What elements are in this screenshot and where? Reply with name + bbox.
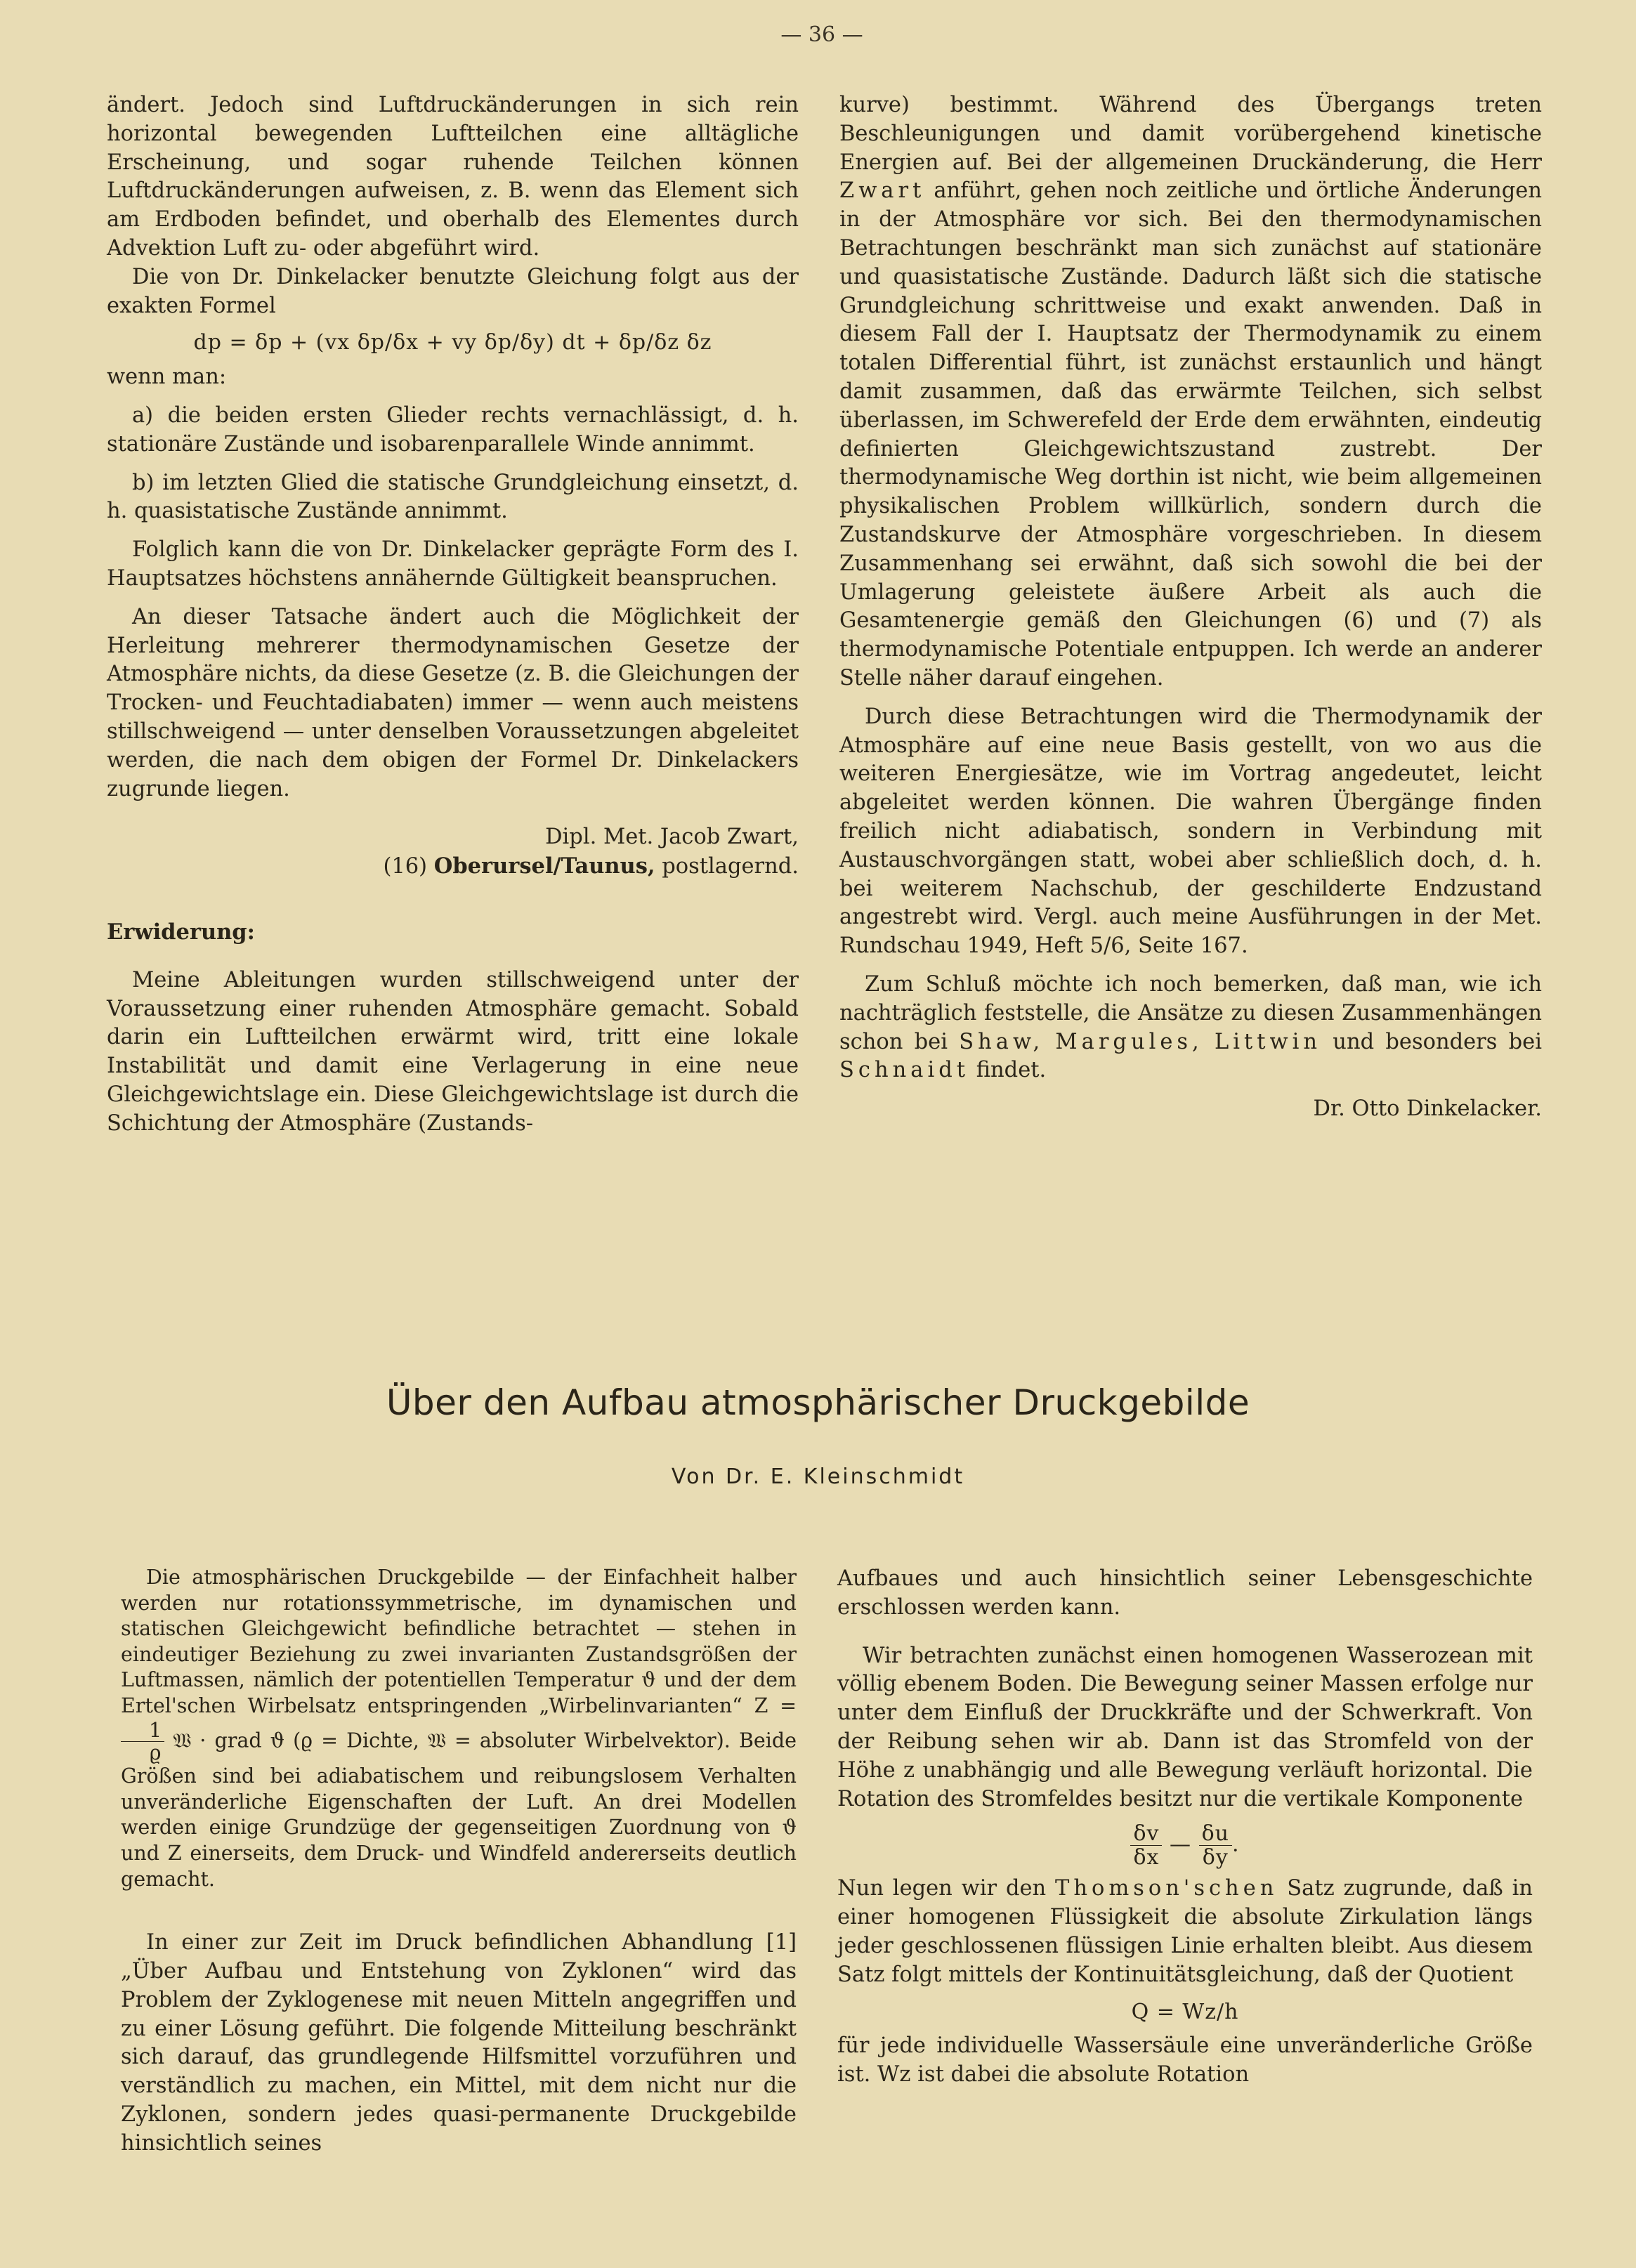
signature-dinkelacker: Dr. Otto Dinkelacker.: [1313, 1096, 1542, 1122]
paragraph: a) die beiden ersten Glieder rechts vernachlässigt, d. h. stationäre Zustände und isobarenparallele Winde annimmt.: [107, 402, 799, 457]
paragraph: Durch diese Betrachtungen wird die Thermodynamik der Atmosphäre auf eine neue Basis gestellt, von wo aus die weiteren Energiesätze, wie im Vortrag angedeutet, leicht abgeleitet werden können. Die wahren Übergänge finden freilich nicht adiabatisch, sondern in Verbindung mit Austauschvorgängen statt, wobei aber schließlich doch, d. h. bei weiterem Nachschub, der geschilderte Endzustand angestrebt wird. Vergl. auch meine Ausführungen in der Met. Rundschau 1949, Heft 5/6, Seite 167.: [839, 704, 1542, 959]
text: und besonders bei: [1333, 1029, 1542, 1054]
column-top-left: [107, 91, 799, 1139]
article-title: Über den Aufbau atmosphärischer Druckgebilde: [386, 1382, 1250, 1423]
signature-post: postlagernd.: [662, 854, 799, 879]
paragraph: Folglich kann die von Dr. Dinkelacker geprägte Form des I. Hauptsatzes höchstens annähernde Gültigkeit beanspruchen.: [107, 537, 799, 591]
text: Nun legen wir den: [837, 1876, 1047, 1901]
name-margules: Margules,: [1055, 1029, 1203, 1054]
name-schnaidt: Schnaidt: [839, 1058, 969, 1083]
paragraph: b) im letzten Glied die statische Grundgleichung einsetzt, d. h. quasistatische Zustände annimmt.: [107, 470, 799, 524]
reply-heading: Erwiderung:: [107, 919, 255, 945]
signature-zwart: Dipl. Met. Jacob Zwart,: [545, 825, 799, 850]
signature-place: Oberursel/Taunus,: [433, 853, 655, 879]
paragraph: wenn man:: [107, 365, 227, 390]
name-thomson: Thomson'schen: [1055, 1876, 1278, 1901]
column-bottom-right: [837, 1565, 1533, 2090]
paragraph: Wir betrachten zunächst einen homogenen Wasserozean mit völlig ebenem Boden. Die Bewegung seiner Massen erfolge nur unter dem Einfluß der Druckkräfte und der Schwerkraft. Von der Reibung sehen wir ab. Dann ist das Stromfeld von der Höhe z unabhängig und alle Bewegung verläuft horizontal. Die Rotation des Stromfeldes besitzt nur die vertikale Komponente: [837, 1643, 1533, 1811]
paragraph: [837, 1875, 1533, 1989]
formula-quotient: Q = Wz/h: [1131, 1999, 1239, 2024]
paragraph: An dieser Tatsache ändert auch die Möglichkeit der Herleitung mehrerer thermodynamischen Gesetze der Atmosphäre nichts, da diese Gesetze (z. B. die Gleichungen der Trocken- und Feuchtadiabaten) immer — wenn auch meistens stillschweigend — unter denselben Voraussetzungen abgeleitet werden, die nach dem obigen der Formel Dr. Dinkelackers zugrunde liegen.: [107, 604, 799, 801]
signature-address: [107, 852, 799, 881]
paragraph: Meine Ableitungen wurden stillschweigend unter der Voraussetzung einer ruhenden Atmosphäre gemacht. Sobald darin ein Luftteilchen erwärmt wird, tritt eine lokale Instabilität und damit eine Verlagerung in eine neue Gleichgewichtslage ein. Diese Gleichgewichtslage ist durch die Schichtung der Atmosphäre (Zustands-: [107, 967, 799, 1136]
paragraph: [839, 91, 1542, 693]
text: Satz zugrunde, daß in einer homogenen Flüssigkeit die absolute Zirkulation längs jeder geschlossenen flüssigen Linie erhalten bleibt. Aus diesem Satz folgt mittels der Kontinuitätsgleichung, daß der Quotient: [837, 1876, 1533, 1987]
fraction-du-dy: $\frac{\delta u}{\delta y}$: [1199, 1822, 1232, 1869]
text: findet.: [976, 1058, 1047, 1083]
paragraph: ändert. Jedoch sind Luftdruckänderungen in sich rein horizontal bewegenden Luftteilchen eine alltägliche Erscheinung, und sogar ruhende Teilchen können Luftdruckänderungen aufweisen, z. B. wenn das Element sich am Erdboden befindet, und oberhalb des Elementes durch Advektion Luft zu- oder abgeführt wird.: [107, 93, 799, 261]
paragraph: Aufbaues und auch hinsichtlich seiner Lebensgeschichte erschlossen werden kann.: [837, 1566, 1533, 1620]
name-shaw: Shaw,: [959, 1029, 1045, 1054]
paragraph: für jede individuelle Wassersäule eine unveränderliche Größe ist. Wz ist dabei die absolute Rotation: [837, 2033, 1533, 2087]
minus-sign: —: [1170, 1832, 1192, 1857]
text: Zum Schluß möchte ich noch bemerken, daß man, wie ich nachträglich feststelle, die Ansätze zu diesen Zusammenhängen schon bei: [839, 971, 1542, 1054]
text: kurve) bestimmt. Während des Übergangs treten Beschleunigungen und damit vorübergehend kinetische Energien auf. Bei der allgemeinen Druckänderung, die Herr: [839, 93, 1542, 175]
name-zwart: Zwart: [839, 178, 926, 204]
text: Die atmosphärischen Druckgebilde — der Einfachheit halber werden nur rotationssymmetrische, im dynamischen und statischen Gleichgewicht befindliche betrachtet — stehen in eindeutiger Beziehung zu zwei invarianten Zustandsgrößen der Luftmassen, nämlich der potentiellen Temperatur ϑ und der dem Ertel'schen Wirbelsatz entspringenden „Wirbelinvarianten“ Z =: [121, 1566, 797, 1717]
period: .: [1231, 1832, 1240, 1857]
formula-dp: dp = δp + (vx δp/δx + vy δp/δy) dt + δp/δz δz: [193, 330, 712, 355]
abstract: [121, 1565, 797, 1892]
paragraph: Die von Dr. Dinkelacker benutzte Gleichung folgt aus der exakten Formel: [107, 264, 799, 318]
column-bottom-left: [121, 1565, 797, 2158]
fraction-one-over-rho: $\frac{1}{ϱ}$: [121, 1719, 164, 1764]
paragraph: In einer zur Zeit im Druck befindlichen Abhandlung [1] „Über Aufbau und Entstehung von Zyklonen“ wird das Problem der Zyklogenese mit neuen Mitteln angegriffen und zu einer Lösung geführt. Die folgende Mitteilung beschränkt sich darauf, das grundlegende Hilfsmittel vorzuführen und verständlich zu machen, ein Mittel, mit dem nicht nur die Zyklonen, sondern jedes quasi-permanente Druckgebilde hinsichtlich seines: [121, 1930, 797, 2156]
postal-code: (16): [383, 854, 428, 879]
page-number: — 36 —: [780, 22, 863, 47]
name-littwin: Littwin: [1215, 1029, 1322, 1054]
formula-rotation: [837, 1822, 1533, 1869]
paragraph: [839, 971, 1542, 1085]
text: anführt, gehen noch zeitliche und örtliche Änderungen in der Atmosphäre vor sich. Bei den thermodynamischen Betrachtungen beschränkt man sich zunächst auf stationäre und quasistatische Zustände. Dadurch läßt sich die statische Grundgleichung schrittweise und exakt anwenden. Daß in diesem Fall der I. Hauptsatz der Thermodynamik zu einem totalen Differential führt, ist zunächst erstaunlich und hängt damit zusammen, daß das erwärmte Teilchen, sich selbst überlassen, im Schwerefeld der Erde dem erwähnten, eindeutig definierten Gleichgewichtszustand zustrebt. Der thermodynamische Weg dorthin ist nicht, wie beim allgemeinen physikalischen Problem willkürlich, sondern durch die Zustandskurve der Atmosphäre vorgeschrieben. In diesem Zusammenhang sei erwähnt, daß sich sowohl die bei der Umlagerung geleistete äußere Arbeit als auch die Gesamtenergie gemäß den Gleichungen (6) und (7) als thermodynamische Potentiale entpuppen. Ich werde an anderer Stelle näher darauf eingehen.: [839, 178, 1542, 690]
text: 𝔚 · grad ϑ (ϱ = Dichte, 𝔚 = absoluter Wirbelvektor). Beide Größen sind bei adiabatischem und reibungslosem Verhalten unveränderliche Eigenschaften der Luft. An drei Modellen werden einige Grundzüge der gegenseitigen Zuordnung von ϑ und Z einerseits, dem Druck- und Windfeld andererseits deutlich gemacht.: [121, 1728, 797, 1891]
column-top-right: [839, 91, 1542, 1124]
fraction-dv-dx: $\frac{\delta v}{\delta x}$: [1130, 1822, 1162, 1869]
article-author: Von Dr. E. Kleinschmidt: [671, 1464, 965, 1489]
